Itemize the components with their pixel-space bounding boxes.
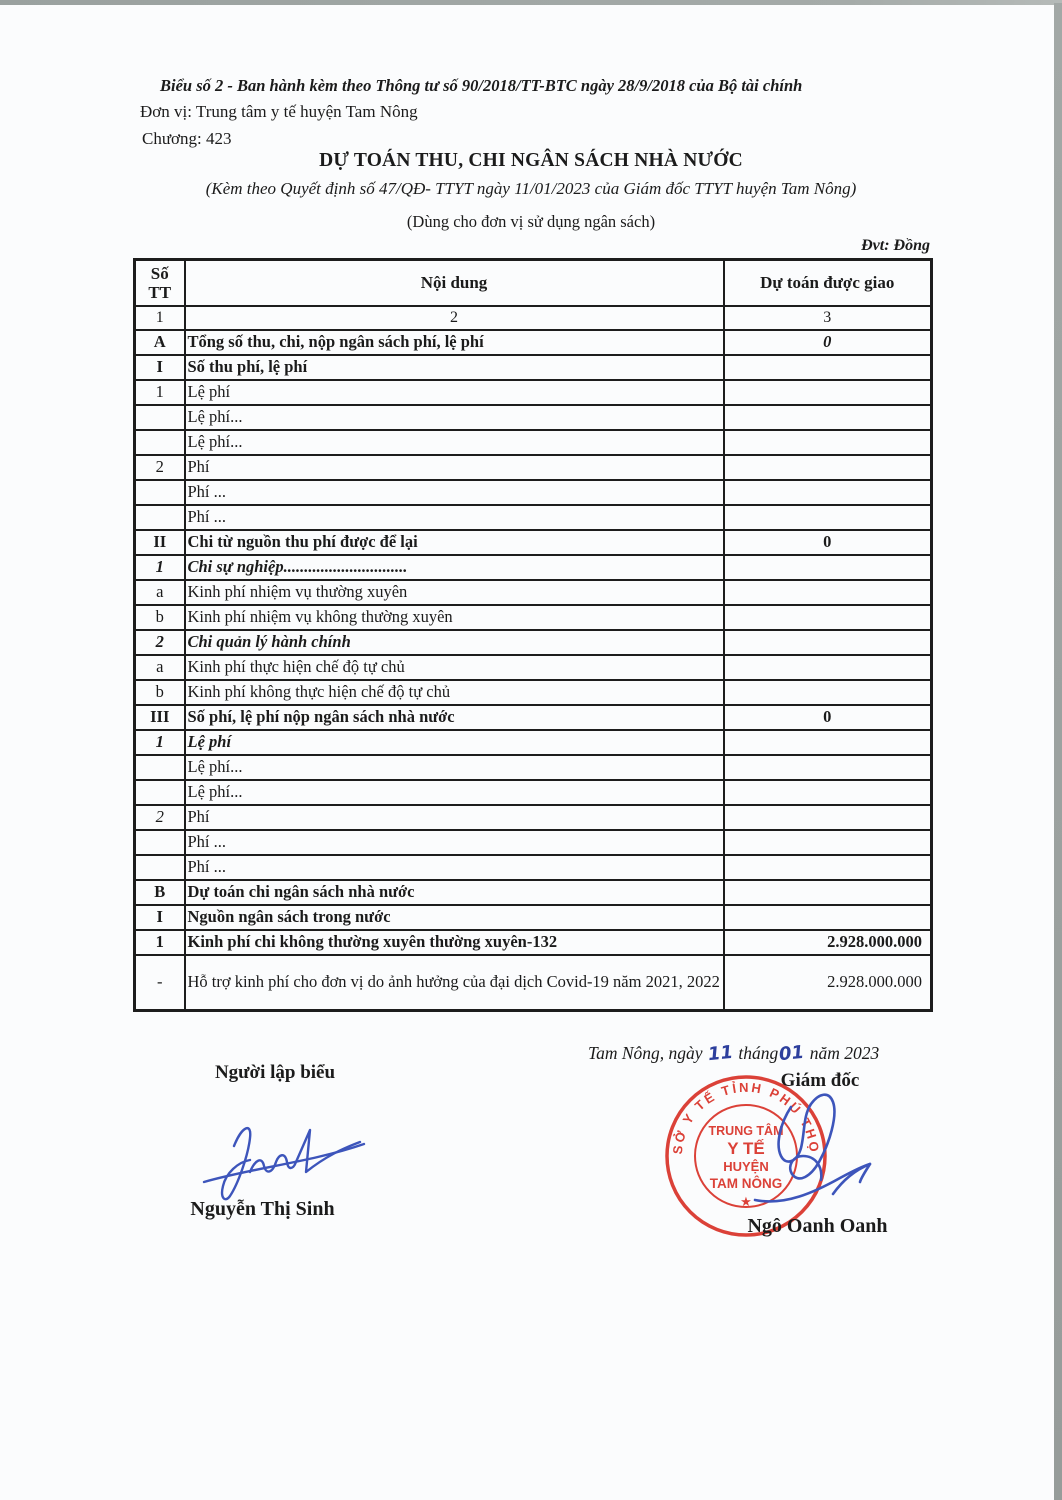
table-cell-lbl: Phí	[185, 805, 724, 830]
table-cell-val	[724, 755, 932, 780]
table-cell-lbl: Phí	[185, 455, 724, 480]
table-cell-stt: a	[135, 580, 185, 605]
table-cell-stt: b	[135, 605, 185, 630]
scan-artifact-top-bar	[0, 0, 1062, 5]
table-cell-lbl: Phí ...	[185, 855, 724, 880]
table-cell-val: 0	[724, 705, 932, 730]
right-signer-name: Ngô Oanh Oanh	[747, 1215, 888, 1237]
document-subtitle-2: (Dùng cho đơn vị sử dụng ngân sách)	[406, 212, 656, 231]
stamp-line2: Y TẾ	[727, 1139, 765, 1158]
table-cell-val	[724, 405, 932, 430]
table-row	[135, 480, 932, 505]
date-suffix: năm 2023	[809, 1043, 880, 1063]
table-cell-stt	[135, 755, 185, 780]
table-cell-val	[724, 730, 932, 755]
table-row	[135, 955, 932, 1011]
table-header-row	[135, 260, 932, 306]
colnum-2: 2	[185, 306, 724, 330]
table-cell-stt	[135, 430, 185, 455]
table-cell-val	[724, 630, 932, 655]
table-cell-lbl: Kinh phí không thực hiện chế độ tự chủ	[185, 680, 724, 705]
table-cell-stt	[135, 405, 185, 430]
table-cell-stt: 2	[135, 805, 185, 830]
table-cell-val	[724, 580, 932, 605]
table-cell-val	[724, 605, 932, 630]
table-cell-lbl: Lệ phí	[185, 730, 724, 755]
table-row	[135, 930, 932, 955]
preparer-signature	[192, 1110, 392, 1210]
table-cell-stt: b	[135, 680, 185, 705]
left-signer-title: Người lập biểu	[214, 1062, 336, 1083]
table-cell-stt: 2	[135, 630, 185, 655]
table-cell-lbl: Kinh phí nhiệm vụ không thường xuyên	[185, 605, 724, 630]
table-cell-lbl: Chi sự nghiệp..............................	[185, 555, 724, 580]
table-cell-val	[724, 830, 932, 855]
header-content: Nội dung	[185, 260, 724, 306]
table-cell-lbl: Chi từ nguồn thu phí được để lại	[185, 530, 724, 555]
table-row	[135, 430, 932, 455]
table-cell-stt	[135, 505, 185, 530]
table-cell-stt: -	[135, 955, 185, 1011]
table-cell-lbl: Hỗ trợ kinh phí cho đơn vị do ảnh hưởng của đại dịch Covid-19 năm 2021, 2022	[185, 955, 724, 1011]
table-cell-lbl: Chi quản lý hành chính	[185, 630, 724, 655]
table-cell-stt: a	[135, 655, 185, 680]
date-middle: tháng	[738, 1043, 779, 1063]
table-row	[135, 880, 932, 905]
table-row	[135, 755, 932, 780]
left-signer-name: Nguyễn Thị Sinh	[190, 1198, 335, 1220]
stamp-star-icon: ★	[740, 1194, 752, 1209]
table-cell-lbl: Số thu phí, lệ phí	[185, 355, 724, 380]
table-cell-stt: 1	[135, 730, 185, 755]
date-line	[588, 1043, 879, 1064]
table-cell-val	[724, 880, 932, 905]
table-body	[135, 330, 932, 1011]
stamp-line4: TAM NÔNG	[709, 1176, 783, 1191]
table-row	[135, 330, 932, 355]
form-reference-note: Biểu số 2 - Ban hành kèm theo Thông tư số 90/2018/TT-BTC ngày 28/9/2018 của Bộ tài chính	[160, 76, 803, 95]
table-cell-lbl: Dự toán chi ngân sách nhà nước	[185, 880, 724, 905]
date-prefix: Tam Nông, ngày	[588, 1043, 703, 1063]
table-cell-stt: II	[135, 530, 185, 555]
table-cell-stt: A	[135, 330, 185, 355]
table-cell-stt	[135, 480, 185, 505]
table-row	[135, 405, 932, 430]
table-cell-val	[724, 430, 932, 455]
table-row	[135, 530, 932, 555]
table-row	[135, 380, 932, 405]
header-stt-line2: TT	[148, 282, 172, 302]
stamp-ring-text: SỞ Y TẾ TỈNH PHÚ THỌ	[669, 1079, 823, 1155]
table-cell-lbl: Số phí, lệ phí nộp ngân sách nhà nước	[185, 705, 724, 730]
table-row	[135, 455, 932, 480]
colnum-1: 1	[135, 306, 185, 330]
table-row	[135, 655, 932, 680]
table-cell-lbl: Kinh phí thực hiện chế độ tự chủ	[185, 655, 724, 680]
handwritten-month: 01	[778, 1041, 806, 1066]
table-cell-val	[724, 680, 932, 705]
table-row	[135, 830, 932, 855]
table-cell-stt: 1	[135, 555, 185, 580]
header-value: Dự toán được giao	[724, 260, 932, 306]
table-cell-val	[724, 455, 932, 480]
table-cell-lbl: Phí ...	[185, 505, 724, 530]
table-row	[135, 605, 932, 630]
table-cell-val	[724, 555, 932, 580]
table-row	[135, 505, 932, 530]
stamp-line3: HUYỆN	[723, 1159, 769, 1174]
table-cell-lbl: Lệ phí...	[185, 780, 724, 805]
currency-unit-note: Đvt: Đồng	[861, 237, 930, 254]
header-stt-line1: Số	[150, 263, 169, 283]
table-cell-stt: 1	[135, 380, 185, 405]
table-row	[135, 905, 932, 930]
table-cell-val	[724, 855, 932, 880]
table-cell-val: 2.928.000.000	[724, 955, 932, 1011]
table-cell-lbl: Kinh phí nhiệm vụ thường xuyên	[185, 580, 724, 605]
table-cell-stt	[135, 855, 185, 880]
document-title: DỰ TOÁN THU, CHI NGÂN SÁCH NHÀ NƯỚC	[319, 150, 743, 171]
chapter-line: Chương: 423	[142, 129, 232, 148]
table-row	[135, 355, 932, 380]
table-row	[135, 555, 932, 580]
table-row	[135, 630, 932, 655]
table-cell-val	[724, 655, 932, 680]
column-number-row	[135, 306, 932, 330]
table-cell-stt	[135, 780, 185, 805]
table-cell-lbl: Lệ phí...	[185, 755, 724, 780]
table-cell-lbl: Kinh phí chi không thường xuyên thường xuyên-132	[185, 930, 724, 955]
document-subtitle: (Kèm theo Quyết định số 47/QĐ- TTYT ngày 11/01/2023 của Giám đốc TTYT huyện Tam Nông)	[205, 179, 857, 198]
table-cell-lbl: Lệ phí...	[185, 430, 724, 455]
table-cell-val	[724, 355, 932, 380]
scan-artifact-right-bar	[1054, 3, 1062, 1500]
table-cell-val	[724, 905, 932, 930]
table-cell-val	[724, 380, 932, 405]
table-row	[135, 680, 932, 705]
table-cell-stt: I	[135, 355, 185, 380]
table-cell-lbl: Phí ...	[185, 830, 724, 855]
table-cell-lbl: Lệ phí...	[185, 405, 724, 430]
table-cell-lbl: Lệ phí	[185, 380, 724, 405]
table-cell-stt: I	[135, 905, 185, 930]
table-cell-val: 0	[724, 330, 932, 355]
table-cell-val	[724, 780, 932, 805]
stamp-line1: TRUNG TÂM	[708, 1124, 784, 1138]
budget-table	[133, 258, 933, 1012]
table-row	[135, 580, 932, 605]
unit-line: Đơn vị: Trung tâm y tế huyện Tam Nông	[140, 102, 418, 121]
colnum-3: 3	[724, 306, 932, 330]
table-row	[135, 730, 932, 755]
handwritten-day: 11	[706, 1041, 735, 1066]
table-cell-stt: 2	[135, 455, 185, 480]
table-cell-stt: III	[135, 705, 185, 730]
table-cell-val: 2.928.000.000	[724, 930, 932, 955]
table-cell-lbl: Phí ...	[185, 480, 724, 505]
table-cell-stt: B	[135, 880, 185, 905]
right-signer-title: Giám đốc	[780, 1070, 860, 1091]
table-row	[135, 780, 932, 805]
table-cell-lbl: Nguồn ngân sách trong nước	[185, 905, 724, 930]
table-row	[135, 705, 932, 730]
table-row	[135, 805, 932, 830]
table-cell-val	[724, 480, 932, 505]
table-row	[135, 855, 932, 880]
table-cell-val: 0	[724, 530, 932, 555]
table-cell-stt: 1	[135, 930, 185, 955]
table-cell-val	[724, 505, 932, 530]
table-cell-lbl: Tổng số thu, chi, nộp ngân sách phí, lệ phí	[185, 330, 724, 355]
header-stt	[135, 260, 185, 306]
table-cell-stt	[135, 830, 185, 855]
table-cell-val	[724, 805, 932, 830]
